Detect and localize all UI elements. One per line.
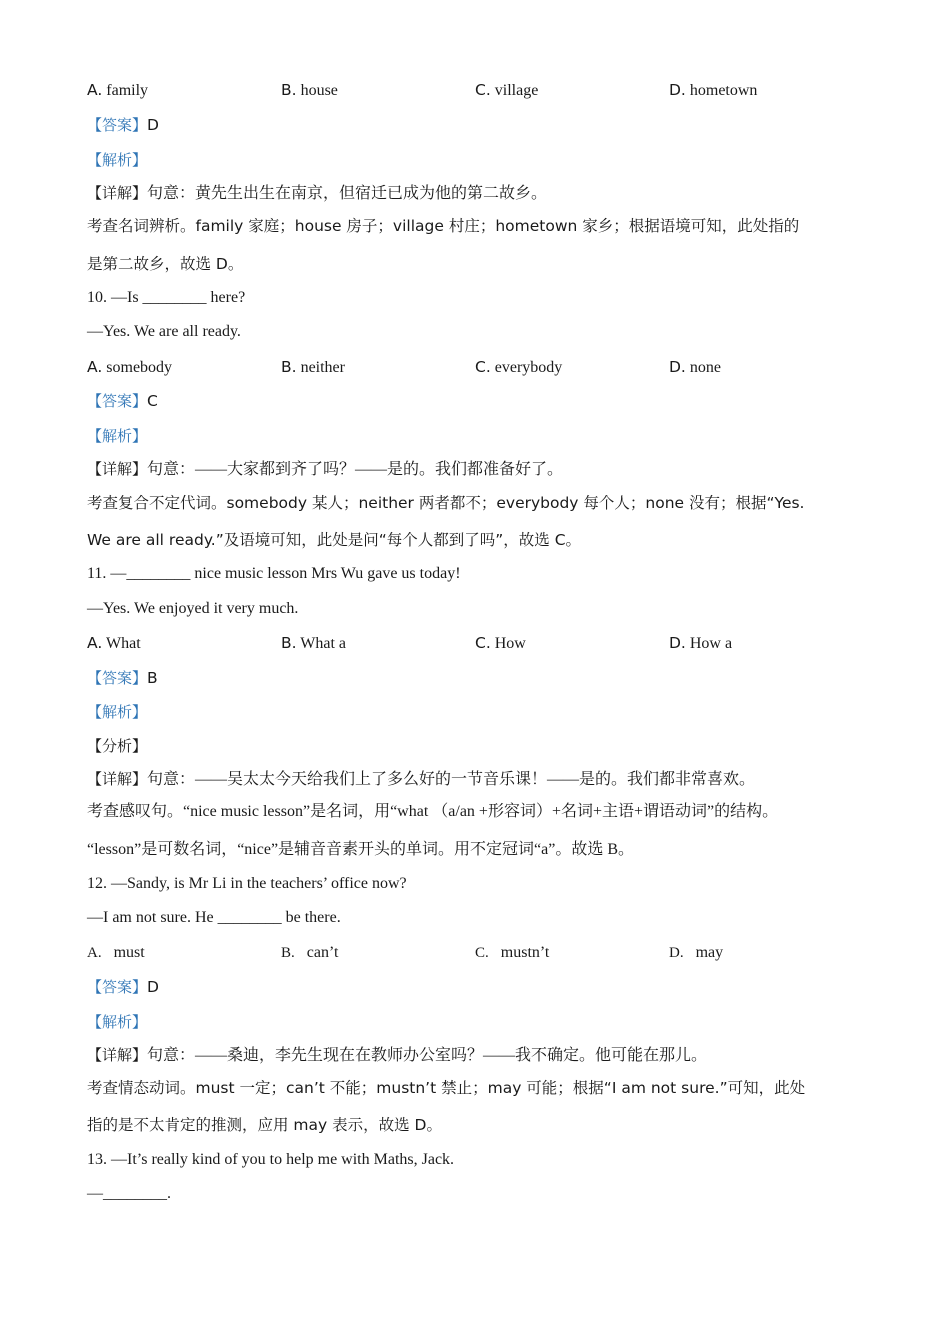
q10-option-b[interactable]: B. neither xyxy=(281,358,345,376)
q11-reply: —Yes. We enjoyed it very much. xyxy=(87,600,299,617)
q9-option-b[interactable]: B. house xyxy=(281,81,338,99)
q11-option-a[interactable]: A. What xyxy=(87,634,141,652)
q11-explain-line-2: “lesson”是可数名词，“nice”是辅音音素开头的单词。用不定冠词“a”。故选 B。 xyxy=(87,841,635,858)
q11-option-c[interactable]: C. How xyxy=(475,634,526,652)
q13-stem: 13. —It’s really kind of you to help me with Maths, Jack. xyxy=(87,1151,455,1168)
q12-stem: 12. —Sandy, is Mr Li in the teachers’ office now? xyxy=(87,875,407,892)
q10-explain-line-1: 考查复合不定代词。somebody 某人；neither 两者都不；everybody 每个人；none 没有；根据“Yes. xyxy=(87,494,805,512)
q10-option-c[interactable]: C. everybody xyxy=(475,358,563,376)
q9-answer: 【答案】D xyxy=(87,116,159,134)
q10-analysis-tag: 【解析】 xyxy=(87,427,148,445)
q11-option-b[interactable]: B. What a xyxy=(281,634,347,652)
q9-option-d[interactable]: D. hometown xyxy=(669,81,758,99)
q12-option-d[interactable]: D. may xyxy=(669,944,724,961)
q9-explain-line-2: 是第二故乡，故选 D。 xyxy=(87,255,244,273)
q9-detail: 【详解】句意：黄先生出生在南京，但宿迁已成为他的第二故乡。 xyxy=(87,184,548,202)
q10-reply: —Yes. We are all ready. xyxy=(87,323,241,340)
q11-analysis2-tag: 【分析】 xyxy=(87,737,148,755)
q9-analysis-tag: 【解析】 xyxy=(87,151,148,169)
q10-option-a[interactable]: A. somebody xyxy=(87,358,173,376)
q11-detail: 【详解】句意：——吴太太今天给我们上了多么好的一节音乐课！——是的。我们都非常喜欢。 xyxy=(87,770,756,788)
q12-explain-line-1: 考查情态动词。must 一定；can’t 不能；mustn’t 禁止；may 可能；根据“I am not sure.”可知，此处 xyxy=(87,1079,806,1097)
q12-reply: —I am not sure. He ________ be there. xyxy=(87,909,341,926)
q10-answer: 【答案】C xyxy=(87,392,158,410)
q12-option-c[interactable]: C. mustn’t xyxy=(475,944,550,961)
q10-detail: 【详解】句意：——大家都到齐了吗？——是的。我们都准备好了。 xyxy=(87,460,564,478)
q11-explain-line-1: 考查感叹句。“nice music lesson”是名词，用“what （a/an +形容词）+名词+主语+谓语动词”的结构。 xyxy=(87,803,779,820)
q9-explain-line-1: 考查名词辨析。family 家庭；house 房子；village 村庄；hometown 家乡；根据语境可知，此处指的 xyxy=(87,217,800,235)
q9-option-a[interactable]: A. family xyxy=(87,81,149,99)
q12-analysis-tag: 【解析】 xyxy=(87,1013,148,1031)
q11-option-d[interactable]: D. How a xyxy=(669,634,733,652)
q10-explain-line-2: We are all ready.”及语境可知，此处是问“每个人都到了吗”，故选 C。 xyxy=(87,531,582,549)
q12-option-b[interactable]: B. can’t xyxy=(281,944,339,961)
q12-explain-line-2: 指的是不太肯定的推测，应用 may 表示，故选 D。 xyxy=(87,1116,442,1134)
q11-analysis-tag: 【解析】 xyxy=(87,703,148,721)
q12-answer: 【答案】D xyxy=(87,978,159,996)
q11-answer: 【答案】B xyxy=(87,669,158,687)
q10-option-d[interactable]: D. none xyxy=(669,358,721,376)
q12-option-a[interactable]: A. must xyxy=(87,944,145,961)
q11-stem: 11. —________ nice music lesson Mrs Wu gave us today! xyxy=(87,565,461,582)
q12-detail: 【详解】句意：——桑迪，李先生现在在教师办公室吗？——我不确定。他可能在那儿。 xyxy=(87,1046,708,1064)
q13-reply: —________. xyxy=(87,1185,171,1202)
q10-stem: 10. —Is ________ here? xyxy=(87,289,246,306)
q9-option-c[interactable]: C. village xyxy=(475,81,539,99)
